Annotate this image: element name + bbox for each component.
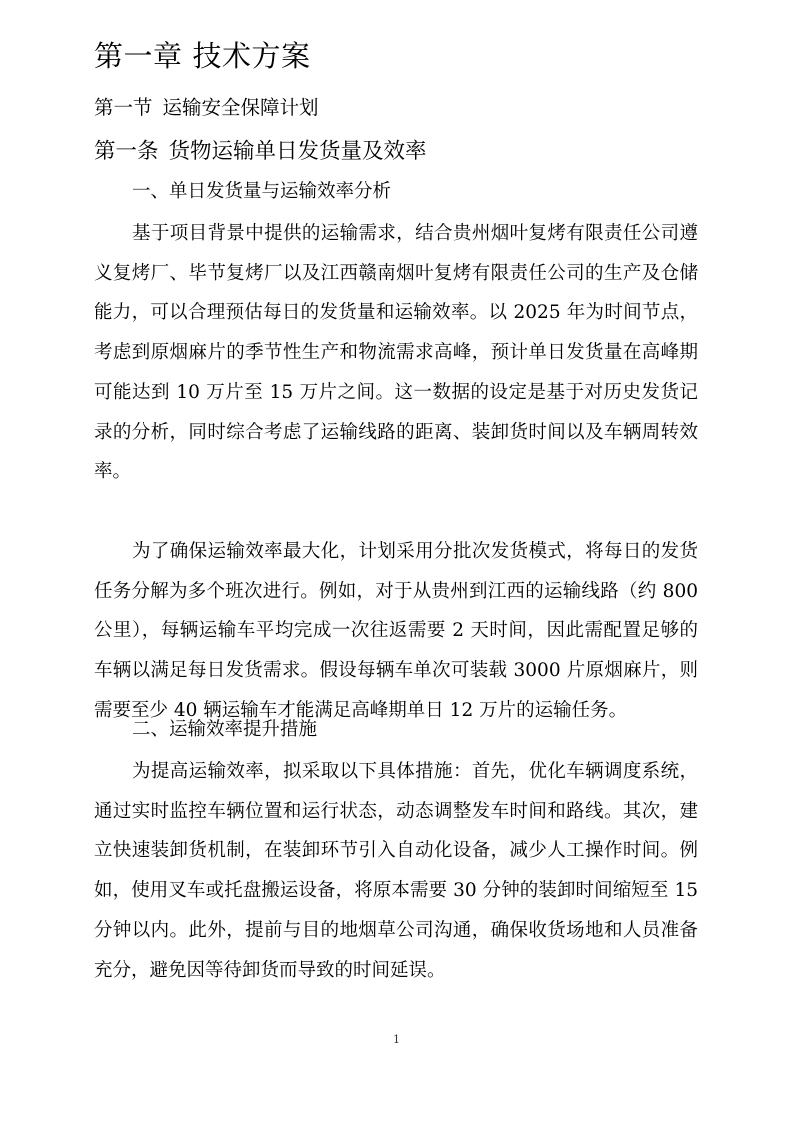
section-name: 运输安全保障计划	[162, 96, 319, 119]
page-number: 1	[393, 1033, 400, 1046]
part2-heading: 二、运输效率提升措施	[132, 719, 318, 740]
section-number: 第一节	[94, 96, 153, 119]
chapter-name: 技术方案	[192, 39, 311, 73]
article-name: 货物运输单日发货量及效率	[168, 139, 427, 164]
part2-paragraph-1: 为提高运输效率，拟采取以下具体措施：首先，优化车辆调度系统，通过实时监控车辆位置和运行状态，动态调整发车时间和路线。其次，建立快速装卸货机制，在装卸环节引入自动化设备，减少人工操作时间。例如，使用叉车或托盘搬运设备，将原本需要 30 分钟的装卸时间缩短至 15 分钟以内。此外，提前与目的地烟草公司沟通，确保收货场地和人员准备充分，避免因等待卸货而导致的时间延误。	[94, 761, 698, 981]
chapter-number: 第一章	[94, 39, 183, 73]
part1-paragraph-1: 基于项目背景中提供的运输需求，结合贵州烟叶复烤有限责任公司遵义复烤厂、毕节复烤厂以及江西赣南烟叶复烤有限责任公司的生产及仓储能力，可以合理预估每日的发货量和运输效率。以 2025 年为时间节点，考虑到原烟麻片的季节性生产和物流需求高峰，预计单日发货量在高峰期可能达到 10 万片至 15 万片之间。这一数据的设定是基于对历史发货记录的分析，同时综合考虑了运输线路的距离、装卸货时间以及车辆周转效率。	[94, 223, 698, 483]
chapter-title	[94, 36, 311, 76]
article-number: 第一条	[94, 139, 159, 164]
section-title	[94, 93, 319, 123]
article-title	[94, 136, 427, 168]
part1-heading: 一、单日发货量与运输效率分析	[132, 181, 392, 202]
part1-paragraph-2: 为了确保运输效率最大化，计划采用分批次发货模式，将每日的发货任务分解为多个班次进行。例如，对于从贵州到江西的运输线路（约 800 公里），每辆运输车平均完成一次往返需要 2 天时间，因此需配置足够的车辆以满足每日发货需求。假设每辆车单次可装载 3000 片原烟麻片，则需要至少 40 辆运输车才能满足高峰期单日 12 万片的运输任务。	[94, 541, 698, 721]
